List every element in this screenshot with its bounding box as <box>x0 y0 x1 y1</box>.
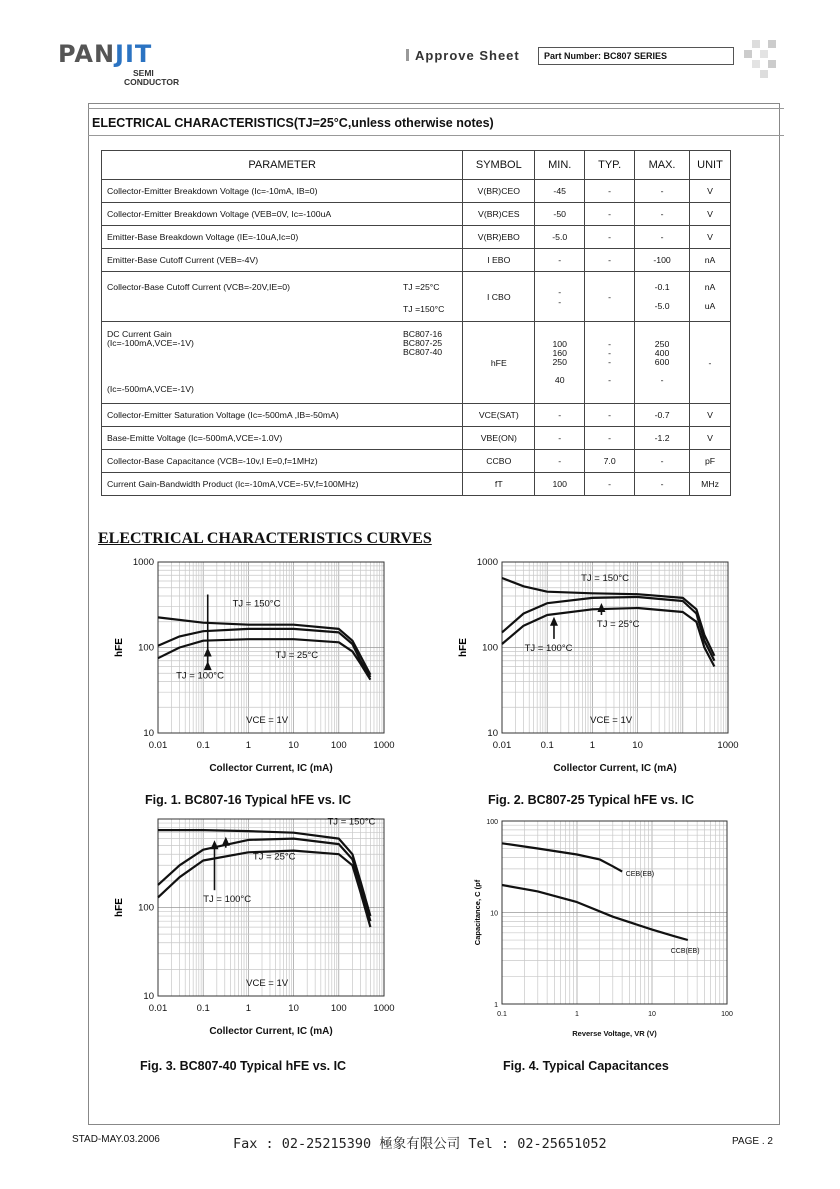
unit-cell: - <box>690 322 731 404</box>
param-cell: Current Gain-Bandwidth Product (Ic=-10mA,VCE=-5V,f=100MHz) <box>102 473 463 496</box>
y-tick-label: 10 <box>143 991 154 1002</box>
chart-4 <box>473 819 733 1073</box>
x-tick-label: 0.1 <box>497 1011 507 1018</box>
device-text: BC807-40 <box>403 346 443 357</box>
symbol-cell: I EBO <box>463 249 535 272</box>
figure-caption: Fig. 2. BC807-25 Typical hFE vs. IC <box>488 793 695 807</box>
unit-cell: V <box>690 226 731 249</box>
condition-annotation: VCE = 1V <box>246 715 289 726</box>
x-axis-label: Collector Current, IC (mA) <box>553 763 677 774</box>
y-tick-label: 100 <box>138 642 154 654</box>
series-label: CEB(EB) <box>625 870 655 878</box>
param-cell: Emitter-Base Cutoff Current (VEB=-4V) <box>102 249 463 272</box>
col-header: PARAMETER <box>102 151 463 180</box>
series-label: TJ = 150°C <box>232 598 281 610</box>
figure-caption: Fig. 1. BC807-16 Typical hFE vs. IC <box>145 793 352 807</box>
condition-annotation: VCE = 1V <box>246 978 289 989</box>
max-cell: -100 <box>635 249 690 272</box>
unit-cell: MHz <box>690 473 731 496</box>
y-tick-label: 10 <box>487 728 498 739</box>
min-cell: - <box>535 427 585 450</box>
series-label: TJ = 100°C <box>524 642 573 654</box>
min-cell: 100 <box>535 473 585 496</box>
y-axis-label: Capacitance, C (pf <box>473 879 482 946</box>
typ-cell: - <box>585 180 635 203</box>
arrow-head-icon <box>550 617 558 626</box>
x-tick-label: 0.1 <box>540 740 554 751</box>
y-tick-label: 1000 <box>132 557 154 568</box>
typ-cell: - <box>585 203 635 226</box>
max-cell: -0.1 -5.0 <box>635 272 690 322</box>
typ-cell: - <box>585 427 635 450</box>
typ-cell: - - - - <box>585 322 635 404</box>
logo-text-jit: JIT <box>115 40 153 68</box>
typ-cell: - <box>585 226 635 249</box>
x-tick-label: 10 <box>632 740 643 751</box>
device-text: BC807-25 <box>403 337 443 348</box>
part-number-box: Part Number: BC807 SERIES <box>538 47 734 65</box>
footer-contact: Fax : 02-25215390 極象有限公司 Tel : 02-25651052 <box>233 1136 607 1152</box>
param-cell: Collector-Base Capacitance (VCB=-10v,I E=0,f=1MHz) <box>102 450 463 473</box>
y-axis-label: hFE <box>114 638 125 657</box>
symbol-cell: I CBO <box>463 272 535 322</box>
unit-cell: nA <box>690 249 731 272</box>
arrow-head-icon <box>211 840 219 849</box>
series-label: TJ = 100°C <box>176 670 224 682</box>
y-tick-label: 100 <box>482 642 498 654</box>
param-text: (Ic=-100mA,VCE=-1V) <box>107 337 194 348</box>
col-header: TYP. <box>585 151 635 180</box>
param-cell: Base-Emitte Voltage (Ic=-500mA,VCE=-1.0V) <box>102 427 463 450</box>
min-cell: - <box>535 404 585 427</box>
x-tick-label: 0.1 <box>196 1003 210 1014</box>
param-text: (Ic=-500mA,VCE=-1V) <box>107 383 194 394</box>
symbol-cell: fT <box>463 473 535 496</box>
x-tick-label: 0.01 <box>492 740 512 751</box>
symbol-cell: CCBO <box>463 450 535 473</box>
typ-cell: - <box>585 404 635 427</box>
max-cell: - <box>635 226 690 249</box>
x-tick-label: 1000 <box>373 1003 395 1014</box>
typ-cell: - <box>585 272 635 322</box>
col-header: UNIT <box>690 151 731 180</box>
condition-annotation: VCE = 1V <box>590 715 633 726</box>
min-cell: -50 <box>535 203 585 226</box>
min-cell: -5.0 <box>535 226 585 249</box>
y-tick-label: 1000 <box>476 557 498 568</box>
max-cell: -1.2 <box>635 427 690 450</box>
typ-cell: - <box>585 249 635 272</box>
condition-text: TJ =150°C <box>403 303 445 314</box>
logo-sub-semi: SEMI <box>133 68 154 78</box>
x-tick-label: 10 <box>648 1011 656 1018</box>
y-tick-label: 1 <box>494 1002 498 1009</box>
unit-cell: nA uA <box>690 272 731 322</box>
series-label: TJ = 25°C <box>252 851 296 863</box>
series-label: TJ = 25°C <box>596 618 640 630</box>
x-tick-label: 100 <box>330 740 347 751</box>
arrow-head-icon <box>222 837 230 846</box>
max-cell: - <box>635 450 690 473</box>
min-cell: 100 160 250 40 <box>535 322 585 404</box>
unit-cell: V <box>690 180 731 203</box>
min-cell: -45 <box>535 180 585 203</box>
param-cell: Emitter-Base Breakdown Voltage (IE=-10uA,Ic=0) <box>102 226 463 249</box>
series-label: TJ = 100°C <box>203 894 252 906</box>
min-cell: - <box>535 450 585 473</box>
series-label: TJ = 25°C <box>275 649 319 661</box>
y-tick-label: 10 <box>143 728 154 739</box>
typ-cell: 7.0 <box>585 450 635 473</box>
unit-cell: V <box>690 404 731 427</box>
symbol-cell: VBE(ON) <box>463 427 535 450</box>
param-text: Collector-Base Cutoff Current (VCB=-20V,IE=0) <box>107 281 291 292</box>
x-tick-label: 1 <box>245 740 252 751</box>
x-tick-label: 1 <box>589 740 596 751</box>
symbol-cell: hFE <box>463 322 535 404</box>
footer-page-number: PAGE . 2 <box>732 1136 773 1147</box>
col-header: MAX. <box>635 151 690 180</box>
chart-3 <box>114 816 395 1073</box>
x-tick-label: 100 <box>330 1003 347 1014</box>
col-header: MIN. <box>535 151 585 180</box>
series-label: TJ = 150°C <box>581 572 629 584</box>
y-axis-label: hFE <box>458 638 469 657</box>
x-tick-label: 1000 <box>717 740 739 751</box>
series-label: CCB(EB) <box>670 947 700 955</box>
section-title: ELECTRICAL CHARACTERISTICS(TJ=25°C,unless otherwise notes) <box>92 116 494 130</box>
symbol-cell: V(BR)CEO <box>463 180 535 203</box>
param-cell: Collector-Emitter Saturation Voltage (Ic=-500mA ,IB=-50mA) <box>102 404 463 427</box>
max-cell: - <box>635 180 690 203</box>
max-cell: 250 400 600 - <box>635 322 690 404</box>
chart-1 <box>114 557 395 807</box>
unit-cell: pF <box>690 450 731 473</box>
min-cell: - <box>535 249 585 272</box>
symbol-cell: VCE(SAT) <box>463 404 535 427</box>
max-cell: -0.7 <box>635 404 690 427</box>
param-cell: Collector-Emitter Breakdown Voltage (Ic=-10mA, IB=0) <box>102 180 463 203</box>
col-header: SYMBOL <box>463 151 535 180</box>
y-axis-label: hFE <box>114 898 125 917</box>
max-cell: - <box>635 473 690 496</box>
condition-text: TJ =25°C <box>403 281 440 292</box>
arrow-head-icon <box>597 603 605 612</box>
y-tick-label: 10 <box>490 910 498 918</box>
x-axis-label: Collector Current, IC (mA) <box>209 1026 333 1037</box>
figure-caption: Fig. 3. BC807-40 Typical hFE vs. IC <box>140 1059 347 1073</box>
param-cell: Collector-Emitter Breakdown Voltage (VEB=0V, Ic=-100uA <box>102 203 463 226</box>
arrow-head-icon <box>204 648 212 657</box>
logo-sub-conductor: CONDUCTOR <box>124 77 180 87</box>
x-axis-label: Reverse Voltage, VR (V) <box>572 1029 657 1038</box>
x-tick-label: 1 <box>245 1003 252 1014</box>
max-cell: - <box>635 203 690 226</box>
curves-title: ELECTRICAL CHARACTERISTICS CURVES <box>98 530 432 547</box>
approve-sheet-title: Approve Sheet <box>406 48 520 63</box>
x-tick-label: 1 <box>575 1011 579 1018</box>
device-text: BC807-16 <box>403 328 443 339</box>
figure-caption: Fig. 4. Typical Capacitances <box>503 1059 669 1073</box>
unit-cell: V <box>690 427 731 450</box>
x-tick-label: 10 <box>288 1003 299 1014</box>
unit-cell: V <box>690 203 731 226</box>
x-tick-label: 1000 <box>373 740 395 751</box>
x-tick-label: 0.01 <box>148 740 168 751</box>
footer-date: STAD-MAY.03.2006 <box>72 1134 160 1145</box>
x-tick-label: 0.1 <box>196 740 210 751</box>
typ-cell: - <box>585 473 635 496</box>
y-tick-label: 100 <box>486 819 498 826</box>
y-tick-label: 100 <box>138 902 154 914</box>
logo-text-pan: PAN <box>58 40 116 68</box>
chart-2 <box>458 557 739 807</box>
x-tick-label: 10 <box>288 740 299 751</box>
x-tick-label: 0.01 <box>148 1003 168 1014</box>
min-cell: - - <box>535 272 585 322</box>
x-tick-label: 100 <box>721 1011 733 1018</box>
symbol-cell: V(BR)EBO <box>463 226 535 249</box>
symbol-cell: V(BR)CES <box>463 203 535 226</box>
x-axis-label: Collector Current, IC (mA) <box>209 763 333 774</box>
series-label: TJ = 150°C <box>327 816 376 828</box>
param-text: DC Current Gain <box>107 328 172 339</box>
